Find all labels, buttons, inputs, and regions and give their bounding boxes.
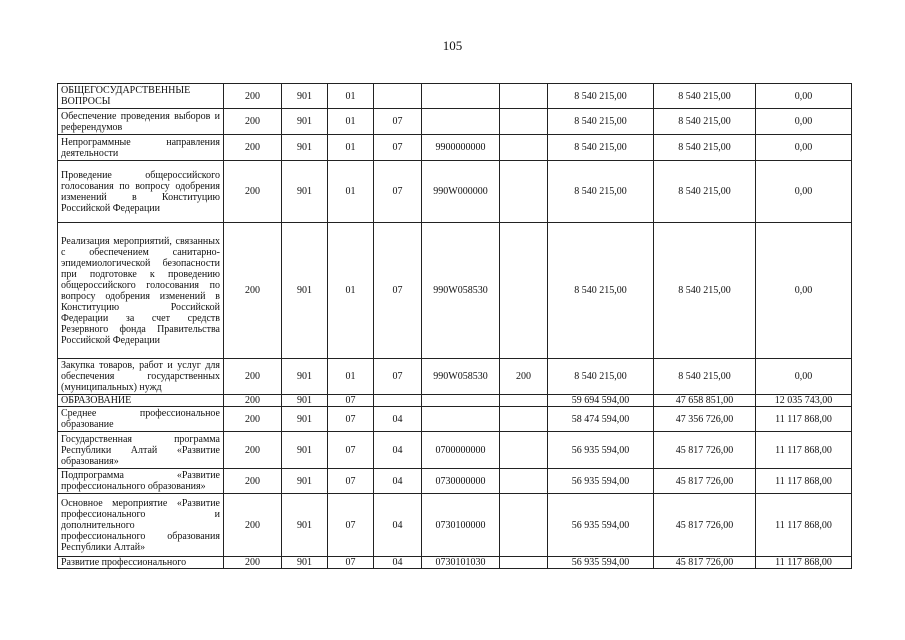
table-row bbox=[58, 161, 852, 223]
cell-name: Проведение общероссийского голосования по вопросу одобрения изменений в Конституцию Российской Федерации bbox=[58, 161, 224, 223]
cell-name: Развитие профессионального bbox=[58, 557, 224, 569]
table-row bbox=[58, 223, 852, 359]
cell-c4: 04 bbox=[374, 469, 422, 494]
cell-v3: 0,00 bbox=[756, 161, 852, 223]
cell-c3: 01 bbox=[328, 359, 374, 395]
cell-name: Обеспечение проведения выборов и референдумов bbox=[58, 109, 224, 135]
cell-v3: 11 117 868,00 bbox=[756, 494, 852, 557]
cell-name: ОБРАЗОВАНИЕ bbox=[58, 395, 224, 407]
table-row bbox=[58, 494, 852, 557]
cell-c2: 901 bbox=[282, 84, 328, 109]
table-row bbox=[58, 407, 852, 432]
cell-v1: 56 935 594,00 bbox=[548, 494, 654, 557]
cell-v2: 8 540 215,00 bbox=[654, 161, 756, 223]
table-row bbox=[58, 395, 852, 407]
cell-c4: 07 bbox=[374, 161, 422, 223]
cell-c4: 04 bbox=[374, 557, 422, 569]
cell-v3: 0,00 bbox=[756, 359, 852, 395]
cell-c6 bbox=[500, 557, 548, 569]
cell-c1: 200 bbox=[224, 109, 282, 135]
cell-name: ОБЩЕГОСУДАРСТВЕННЫЕ ВОПРОСЫ bbox=[58, 84, 224, 109]
cell-c1: 200 bbox=[224, 469, 282, 494]
cell-v2: 45 817 726,00 bbox=[654, 469, 756, 494]
cell-c3: 01 bbox=[328, 109, 374, 135]
cell-name: Закупка товаров, работ и услуг для обеспечения государственных (муниципальных) нужд bbox=[58, 359, 224, 395]
cell-v1: 56 935 594,00 bbox=[548, 557, 654, 569]
cell-c1: 200 bbox=[224, 359, 282, 395]
table-row bbox=[58, 557, 852, 569]
cell-c2: 901 bbox=[282, 494, 328, 557]
cell-v3: 0,00 bbox=[756, 109, 852, 135]
cell-c2: 901 bbox=[282, 557, 328, 569]
cell-c4: 07 bbox=[374, 109, 422, 135]
cell-c2: 901 bbox=[282, 395, 328, 407]
cell-v3: 0,00 bbox=[756, 84, 852, 109]
cell-c6 bbox=[500, 432, 548, 469]
cell-v2: 45 817 726,00 bbox=[654, 432, 756, 469]
cell-c5: 0730000000 bbox=[422, 469, 500, 494]
table-row bbox=[58, 469, 852, 494]
cell-c4: 04 bbox=[374, 407, 422, 432]
cell-c2: 901 bbox=[282, 432, 328, 469]
cell-c1: 200 bbox=[224, 494, 282, 557]
cell-v3: 11 117 868,00 bbox=[756, 432, 852, 469]
cell-c6: 200 bbox=[500, 359, 548, 395]
cell-c3: 07 bbox=[328, 395, 374, 407]
cell-v1: 58 474 594,00 bbox=[548, 407, 654, 432]
cell-c3: 01 bbox=[328, 135, 374, 161]
cell-c3: 01 bbox=[328, 84, 374, 109]
cell-c6 bbox=[500, 223, 548, 359]
cell-v3: 12 035 743,00 bbox=[756, 395, 852, 407]
cell-c4 bbox=[374, 84, 422, 109]
cell-c2: 901 bbox=[282, 407, 328, 432]
cell-c5: 0700000000 bbox=[422, 432, 500, 469]
cell-c3: 07 bbox=[328, 494, 374, 557]
cell-v1: 59 694 594,00 bbox=[548, 395, 654, 407]
budget-table bbox=[57, 83, 852, 569]
cell-c1: 200 bbox=[224, 223, 282, 359]
cell-v1: 8 540 215,00 bbox=[548, 135, 654, 161]
cell-c4: 04 bbox=[374, 432, 422, 469]
cell-name: Реализация мероприятий, связанных с обеспечением санитарно-эпидемиологической безопасности при подготовке к проведению общероссийского голосования по вопросу одобрения изменений в Конституцию Российской Федерации за счет средств Резервного фонда Правительства Российской Федерации bbox=[58, 223, 224, 359]
cell-c6 bbox=[500, 84, 548, 109]
cell-c6 bbox=[500, 135, 548, 161]
cell-v3: 0,00 bbox=[756, 135, 852, 161]
cell-c1: 200 bbox=[224, 432, 282, 469]
cell-v3: 11 117 868,00 bbox=[756, 557, 852, 569]
cell-name: Непрограммные направления деятельности bbox=[58, 135, 224, 161]
page-number: 105 bbox=[442, 38, 463, 53]
cell-v2: 8 540 215,00 bbox=[654, 84, 756, 109]
cell-v2: 8 540 215,00 bbox=[654, 359, 756, 395]
cell-v2: 8 540 215,00 bbox=[654, 135, 756, 161]
cell-v2: 45 817 726,00 bbox=[654, 494, 756, 557]
cell-c5 bbox=[422, 407, 500, 432]
table-row bbox=[58, 359, 852, 395]
table-row bbox=[58, 135, 852, 161]
cell-c1: 200 bbox=[224, 407, 282, 432]
table-row bbox=[58, 432, 852, 469]
cell-c2: 901 bbox=[282, 469, 328, 494]
cell-c5: 990W058530 bbox=[422, 359, 500, 395]
cell-c6 bbox=[500, 109, 548, 135]
cell-v1: 8 540 215,00 bbox=[548, 84, 654, 109]
cell-c5: 0730101030 bbox=[422, 557, 500, 569]
cell-v2: 8 540 215,00 bbox=[654, 223, 756, 359]
cell-v1: 8 540 215,00 bbox=[548, 359, 654, 395]
cell-c6 bbox=[500, 407, 548, 432]
cell-c5: 9900000000 bbox=[422, 135, 500, 161]
cell-c1: 200 bbox=[224, 135, 282, 161]
cell-c6 bbox=[500, 494, 548, 557]
cell-c3: 07 bbox=[328, 432, 374, 469]
cell-v2: 47 356 726,00 bbox=[654, 407, 756, 432]
cell-c4: 07 bbox=[374, 223, 422, 359]
table-row bbox=[58, 84, 852, 109]
cell-c4 bbox=[374, 395, 422, 407]
cell-c2: 901 bbox=[282, 161, 328, 223]
cell-c1: 200 bbox=[224, 161, 282, 223]
cell-v3: 11 117 868,00 bbox=[756, 407, 852, 432]
cell-c4: 04 bbox=[374, 494, 422, 557]
cell-name: Государственная программа Республики Алтай «Развитие образования» bbox=[58, 432, 224, 469]
cell-name: Среднее профессиональное образование bbox=[58, 407, 224, 432]
cell-c6 bbox=[500, 395, 548, 407]
cell-c4: 07 bbox=[374, 135, 422, 161]
cell-c1: 200 bbox=[224, 557, 282, 569]
cell-v2: 45 817 726,00 bbox=[654, 557, 756, 569]
cell-v2: 8 540 215,00 bbox=[654, 109, 756, 135]
cell-c2: 901 bbox=[282, 109, 328, 135]
cell-c1: 200 bbox=[224, 395, 282, 407]
cell-c5: 0730100000 bbox=[422, 494, 500, 557]
cell-c6 bbox=[500, 161, 548, 223]
cell-v1: 8 540 215,00 bbox=[548, 109, 654, 135]
cell-c3: 07 bbox=[328, 407, 374, 432]
cell-c5 bbox=[422, 84, 500, 109]
cell-c5: 990W058530 bbox=[422, 223, 500, 359]
cell-c2: 901 bbox=[282, 135, 328, 161]
table-row bbox=[58, 109, 852, 135]
cell-c6 bbox=[500, 469, 548, 494]
cell-c3: 07 bbox=[328, 469, 374, 494]
cell-name: Подпрограмма «Развитие профессионального образования» bbox=[58, 469, 224, 494]
cell-c3: 01 bbox=[328, 223, 374, 359]
cell-v1: 8 540 215,00 bbox=[548, 161, 654, 223]
cell-c2: 901 bbox=[282, 359, 328, 395]
cell-name: Основное мероприятие «Развитие профессионального и дополнительного профессионального образования Республики Алтай» bbox=[58, 494, 224, 557]
cell-v3: 11 117 868,00 bbox=[756, 469, 852, 494]
cell-c5 bbox=[422, 109, 500, 135]
cell-v1: 56 935 594,00 bbox=[548, 432, 654, 469]
cell-v2: 47 658 851,00 bbox=[654, 395, 756, 407]
cell-v1: 8 540 215,00 bbox=[548, 223, 654, 359]
cell-c5 bbox=[422, 395, 500, 407]
cell-c2: 901 bbox=[282, 223, 328, 359]
cell-v1: 56 935 594,00 bbox=[548, 469, 654, 494]
cell-c5: 990W000000 bbox=[422, 161, 500, 223]
cell-c3: 07 bbox=[328, 557, 374, 569]
cell-c4: 07 bbox=[374, 359, 422, 395]
cell-c1: 200 bbox=[224, 84, 282, 109]
cell-v3: 0,00 bbox=[756, 223, 852, 359]
cell-c3: 01 bbox=[328, 161, 374, 223]
